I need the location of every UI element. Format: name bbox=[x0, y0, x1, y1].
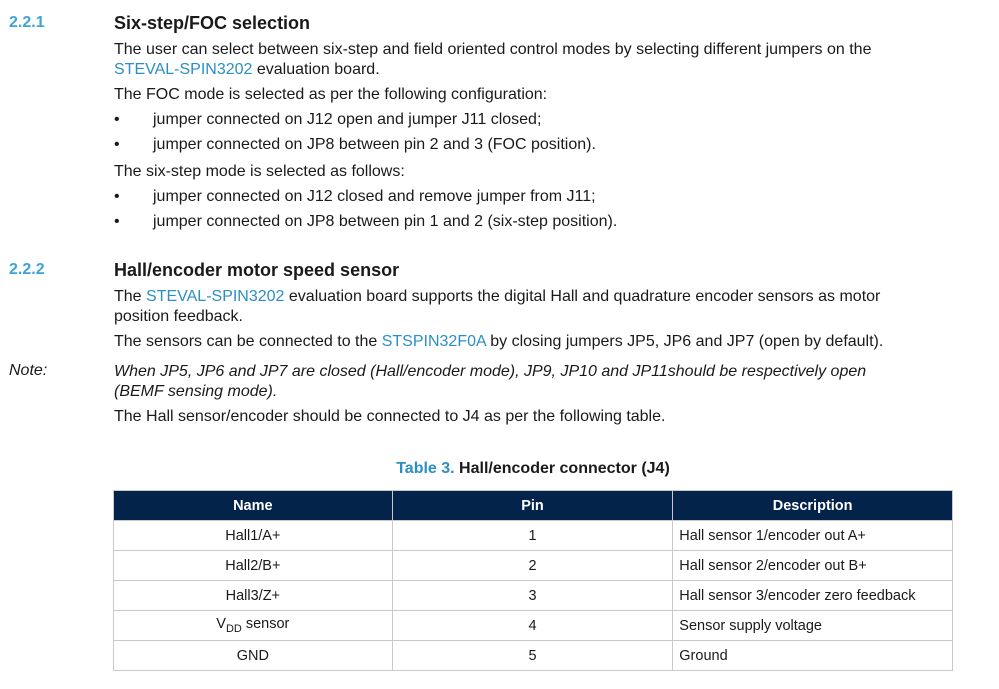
bullet-icon: • bbox=[114, 136, 120, 153]
product-link[interactable]: STEVAL-SPIN3202 bbox=[114, 61, 253, 78]
paragraph: The Hall sensor/encoder should be connected to J4 as per the following table. bbox=[114, 408, 666, 425]
connector-table bbox=[113, 490, 953, 671]
section-title: Six-step/FOC selection bbox=[114, 13, 311, 33]
cell-pin: 4 bbox=[392, 611, 673, 641]
cell-name bbox=[114, 611, 393, 641]
paragraph-text: evaluation board. bbox=[252, 61, 380, 78]
paragraph: The six-step mode is selected as follows: bbox=[114, 163, 405, 180]
table-row bbox=[114, 611, 953, 641]
table-caption bbox=[0, 460, 999, 478]
paragraph bbox=[114, 40, 974, 80]
bullet-icon: • bbox=[114, 213, 120, 230]
table-row bbox=[114, 641, 953, 671]
cell-pin: 1 bbox=[392, 521, 673, 551]
list-item: jumper connected on JP8 between pin 1 and 2 (six-step position). bbox=[153, 213, 618, 230]
table-caption-number: Table 3. bbox=[396, 460, 455, 477]
paragraph bbox=[114, 287, 934, 327]
cell-pin: 3 bbox=[392, 581, 673, 611]
note-label: Note: bbox=[9, 362, 48, 379]
paragraph-text: The bbox=[114, 288, 147, 305]
table-caption-title: Hall/encoder connector (J4) bbox=[454, 460, 670, 477]
table-row bbox=[114, 521, 953, 551]
cell-description: Hall sensor 1/encoder out A+ bbox=[673, 521, 953, 551]
section-title: Hall/encoder motor speed sensor bbox=[114, 260, 400, 280]
column-header-name: Name bbox=[114, 491, 393, 521]
paragraph-text: The user can select between six-step and field oriented control modes by selecting different jumpers on the bbox=[114, 41, 872, 58]
cell-pin: 5 bbox=[392, 641, 673, 671]
device-link[interactable]: STSPIN32F0A bbox=[381, 333, 486, 350]
bullet-icon: • bbox=[114, 111, 120, 128]
cell-name: Hall1/A+ bbox=[114, 521, 393, 551]
product-link[interactable]: STEVAL-SPIN3202 bbox=[146, 288, 285, 305]
paragraph-text: The sensors can be connected to the bbox=[114, 333, 382, 350]
paragraph bbox=[114, 332, 974, 352]
list-item: jumper connected on J12 closed and remove jumper from J11; bbox=[153, 188, 596, 205]
cell-name-main: V bbox=[216, 616, 226, 633]
cell-description: Hall sensor 3/encoder zero feedback bbox=[673, 581, 953, 611]
paragraph-text: by closing jumpers JP5, JP6 and JP7 (open by default). bbox=[485, 333, 884, 350]
cell-name: Hall3/Z+ bbox=[114, 581, 393, 611]
cell-name-rest: sensor bbox=[241, 616, 290, 633]
list-item: jumper connected on JP8 between pin 2 and 3 (FOC position). bbox=[153, 136, 596, 153]
cell-description: Hall sensor 2/encoder out B+ bbox=[673, 551, 953, 581]
paragraph: The FOC mode is selected as per the following configuration: bbox=[114, 86, 548, 103]
cell-name-subscript: DD bbox=[225, 622, 242, 635]
section-number: 2.2.1 bbox=[9, 14, 45, 31]
note-text: When JP5, JP6 and JP7 are closed (Hall/encoder mode), JP9, JP10 and JP11should be respectively open (BEMF sensing mode). bbox=[114, 363, 867, 400]
table-row bbox=[114, 581, 953, 611]
table-header-row bbox=[114, 491, 953, 521]
cell-name: GND bbox=[114, 641, 393, 671]
table-row bbox=[114, 551, 953, 581]
cell-description: Ground bbox=[673, 641, 953, 671]
list-item: jumper connected on J12 open and jumper J11 closed; bbox=[153, 111, 542, 128]
cell-description: Sensor supply voltage bbox=[673, 611, 953, 641]
section-number: 2.2.2 bbox=[9, 261, 45, 278]
paragraph-text: evaluation board supports the digital Hall and quadrature encoder sensors as motor position feedback. bbox=[114, 288, 881, 325]
column-header-pin: Pin bbox=[392, 491, 673, 521]
cell-pin: 2 bbox=[392, 551, 673, 581]
cell-name: Hall2/B+ bbox=[114, 551, 393, 581]
bullet-icon: • bbox=[114, 188, 120, 205]
column-header-description: Description bbox=[673, 491, 953, 521]
